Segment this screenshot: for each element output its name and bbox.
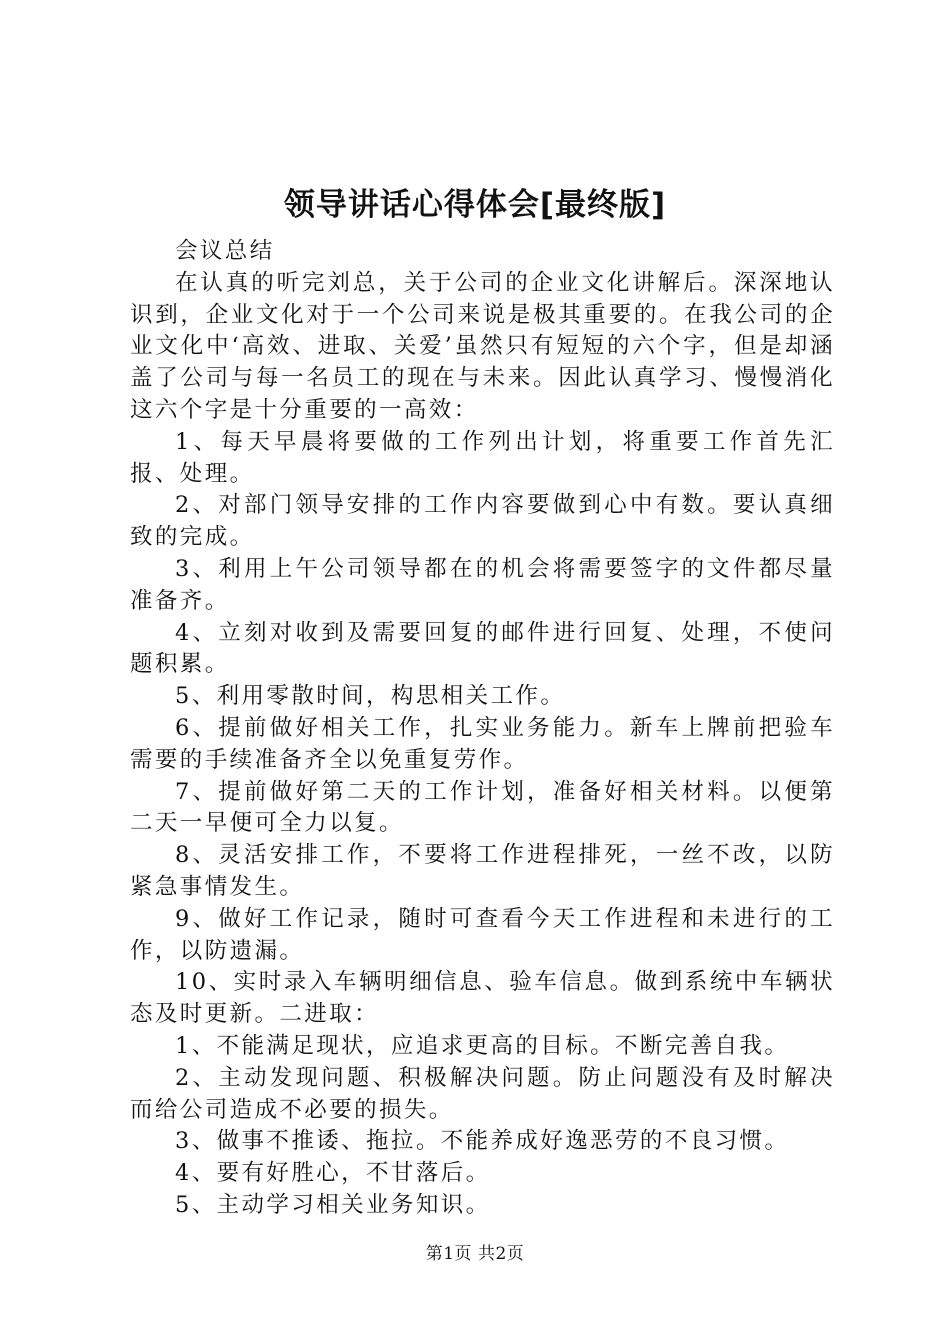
list-item: 2、主动发现问题、积极解决问题。防止问题没有及时解决而给公司造成不必要的损失。 <box>130 1064 835 1123</box>
list-item: 4、立刻对收到及需要回复的邮件进行回复、处理，不使问题积累。 <box>130 619 835 678</box>
page-number-footer: 第1页 共2页 <box>425 1244 525 1264</box>
list-item: 7、提前做好第二天的工作计划，准备好相关材料。以便第二天一早便可全力以复。 <box>130 778 835 837</box>
list-item: 1、每天早晨将要做的工作列出计划，将重要工作首先汇报、处理。 <box>130 428 835 487</box>
list-item: 3、利用上午公司领导都在的机会将需要签字的文件都尽量准备齐。 <box>130 555 835 614</box>
list-item: 3、做事不推诿、拖拉。不能养成好逸恶劳的不良习惯。 <box>175 1128 790 1155</box>
list-item: 6、提前做好相关工作，扎实业务能力。新车上牌前把验车需要的手续准备齐全以免重复劳作。 <box>130 714 835 773</box>
paragraph: 在认真的听完刘总，关于公司的企业文化讲解后。深深地认识到，企业文化对于一个公司来说是极其重要的。在我公司的企业文化中‘高效、进取、关爱’虽然只有短短的六个字，但是却涵盖了公司与每一名员工的现在与未来。因此认真学习、慢慢消化这六个字是十分重要的一高效： <box>130 269 835 423</box>
list-item: 8、灵活安排工作，不要将工作进程排死，一丝不改，以防紧急事情发生。 <box>130 842 835 900</box>
list-item: 4、要有好胜心，不甘落后。 <box>175 1160 491 1187</box>
list-item: 1、不能满足现状，应追求更高的目标。不断完善自我。 <box>175 1032 790 1059</box>
document-title: 领导讲话心得体会[最终版] <box>283 187 667 223</box>
list-item: 2、对部门领导安排的工作内容要做到心中有数。要认真细致的完成。 <box>130 492 835 551</box>
list-item: 9、做好工作记录，随时可查看今天工作进程和未进行的工作，以防遗漏。 <box>130 905 835 964</box>
list-item: 5、利用零散时间，构思相关工作。 <box>175 683 566 710</box>
list-item: 10、实时录入车辆明细信息、验车信息。做到系统中车辆状态及时更新。二进取： <box>130 969 835 1028</box>
list-item: 5、主动学习相关业务知识。 <box>175 1191 491 1218</box>
document-body <box>130 236 835 1222</box>
paragraph: 会议总结 <box>175 238 275 264</box>
